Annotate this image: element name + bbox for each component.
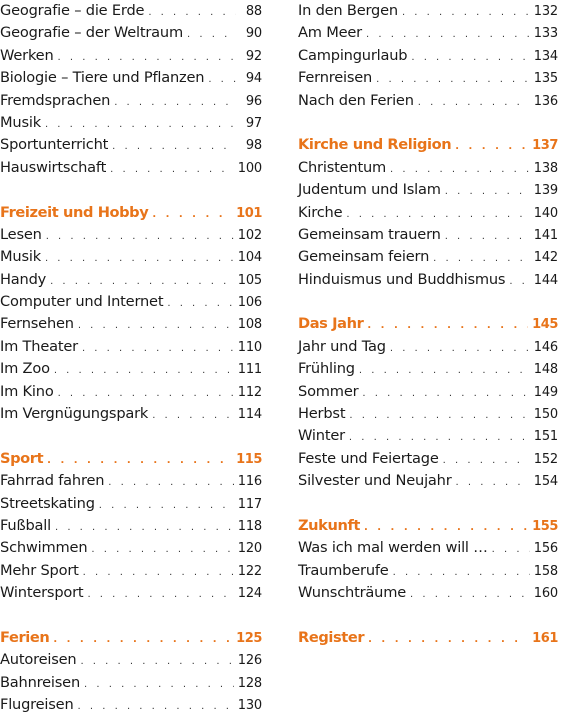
dot-leader	[47, 450, 232, 472]
toc-entry[interactable]	[298, 582, 558, 604]
page-number: 101	[236, 205, 262, 221]
dot-leader	[80, 651, 233, 673]
toc-entry-title: Fahrrad fahren	[0, 472, 105, 490]
toc-entry[interactable]	[298, 0, 558, 22]
page-number: 115	[236, 451, 262, 467]
toc-entry-title: Flugreisen	[0, 696, 74, 714]
dot-leader	[82, 338, 234, 360]
section-heading-title: Das Jahr	[298, 315, 364, 333]
toc-entry-title: Wunschträume	[298, 584, 406, 602]
page-number: 120	[237, 541, 262, 557]
toc-entry-title: Werken	[0, 46, 54, 64]
dot-leader	[390, 338, 530, 360]
toc-entry[interactable]	[0, 313, 262, 335]
dot-leader	[148, 2, 236, 24]
toc-entry-title: In den Bergen	[298, 2, 398, 19]
dot-leader	[455, 136, 528, 158]
page-number: 111	[237, 362, 262, 378]
section-spacer	[298, 291, 558, 313]
toc-entry-title: Am Meer	[298, 24, 362, 42]
toc-entry-title: Sommer	[298, 382, 359, 400]
page-number: 135	[533, 71, 558, 87]
dot-leader	[83, 562, 234, 584]
toc-entry[interactable]	[0, 403, 262, 425]
page-number: 138	[533, 160, 558, 176]
page-number: 150	[533, 407, 558, 423]
toc-section-heading[interactable]	[0, 448, 262, 470]
page-number: 133	[533, 26, 558, 42]
section-spacer	[0, 179, 262, 201]
toc-entry-title: Fernreisen	[298, 69, 373, 87]
page-number: 142	[533, 250, 558, 266]
toc-entry-title: Geografie – der Weltraum	[0, 24, 183, 42]
page-number: 158	[533, 563, 558, 579]
toc-section-heading[interactable]	[0, 627, 262, 649]
toc-section-heading[interactable]	[298, 627, 558, 649]
toc-entry[interactable]	[298, 202, 558, 224]
section-heading-title: Zukunft	[298, 516, 360, 534]
toc-entry-title: Silvester und Neujahr	[298, 472, 452, 490]
toc-entry[interactable]	[0, 112, 262, 134]
toc-entry[interactable]	[298, 425, 558, 447]
toc-entry-title: Musik	[0, 113, 41, 131]
toc-entry[interactable]	[0, 582, 262, 604]
dot-leader	[418, 92, 530, 114]
toc-entry[interactable]	[298, 381, 558, 403]
dot-leader	[114, 92, 236, 114]
toc-entry-title: Jahr und Tag	[298, 337, 386, 355]
page-number: 155	[532, 518, 558, 534]
dot-leader	[443, 450, 530, 472]
toc-entry[interactable]	[298, 224, 558, 246]
page-number: 98	[245, 138, 262, 154]
toc-entry-title: Sportunterricht	[0, 136, 109, 154]
toc-entry[interactable]	[298, 90, 558, 112]
toc-entry[interactable]	[0, 537, 262, 559]
toc-entry[interactable]	[0, 269, 262, 291]
dot-leader	[445, 181, 530, 203]
toc-entry-title: Bahnreisen	[0, 673, 80, 691]
toc-entry[interactable]	[298, 358, 558, 380]
dot-leader	[152, 405, 234, 427]
dot-leader	[55, 517, 234, 539]
dot-leader	[376, 69, 530, 91]
toc-entry-title: Im Zoo	[0, 360, 50, 378]
dot-leader	[187, 24, 236, 46]
page-number: 145	[532, 317, 558, 333]
dot-leader	[152, 204, 232, 226]
page-number: 136	[533, 93, 558, 109]
page-number: 125	[236, 630, 262, 646]
section-heading-title: Kirche und Religion	[298, 136, 452, 154]
page-number: 100	[237, 160, 262, 176]
toc-entry[interactable]	[0, 67, 262, 89]
toc-entry-title: Handy	[0, 270, 47, 288]
page-number: 132	[533, 4, 558, 19]
toc-entry-title: Hinduismus und Buddhismus	[298, 270, 506, 288]
toc-entry[interactable]	[298, 269, 558, 291]
toc-entry-title: Feste und Feiertage	[298, 449, 439, 467]
page-number: 105	[237, 272, 262, 288]
toc-entry[interactable]	[0, 134, 262, 156]
toc-entry[interactable]	[298, 22, 558, 44]
page-number: 140	[533, 205, 558, 221]
page-number: 114	[237, 407, 262, 423]
toc-section-heading[interactable]	[298, 313, 558, 335]
dot-leader	[84, 674, 234, 696]
page-number: 106	[237, 295, 262, 311]
section-heading-title: Register	[298, 628, 365, 646]
toc-entry-title: Geografie – die Erde	[0, 2, 145, 19]
toc-entry-title: Wintersport	[0, 584, 84, 602]
page-number: 104	[237, 250, 262, 266]
page-number: 122	[237, 563, 262, 579]
dot-leader	[364, 517, 528, 539]
page-number: 139	[533, 183, 558, 199]
toc-entry-title: Campingurlaub	[298, 46, 408, 64]
page-number: 118	[237, 518, 262, 534]
dot-leader	[208, 69, 236, 91]
toc-entry-title: Fernsehen	[0, 315, 74, 333]
dot-leader	[45, 114, 236, 136]
page-number: 90	[245, 26, 262, 42]
dot-leader	[492, 539, 530, 561]
toc-entry[interactable]	[0, 560, 262, 582]
dot-leader	[87, 584, 233, 606]
page-number: 96	[245, 93, 262, 109]
section-spacer	[298, 493, 558, 515]
page-number: 152	[533, 451, 558, 467]
toc-entry[interactable]	[0, 224, 262, 246]
page-number: 146	[533, 339, 558, 355]
toc-entry[interactable]	[0, 90, 262, 112]
dot-leader	[45, 248, 234, 270]
dot-leader	[58, 383, 234, 405]
dot-leader	[112, 136, 236, 158]
toc-entry[interactable]	[298, 157, 558, 179]
toc-entry-title: Mehr Sport	[0, 561, 79, 579]
toc-entry[interactable]	[298, 560, 558, 582]
toc-entry[interactable]	[0, 22, 262, 44]
dot-leader	[53, 629, 232, 651]
toc-entry[interactable]	[0, 358, 262, 380]
toc-list-left	[0, 0, 262, 717]
page-number: 141	[533, 227, 558, 243]
page-number: 156	[533, 541, 558, 557]
page-number: 134	[533, 48, 558, 64]
page-number: 108	[237, 317, 262, 333]
dot-leader	[367, 315, 528, 337]
toc-list-right	[298, 0, 558, 649]
toc-entry-title: Im Theater	[0, 337, 78, 355]
toc-entry-title: Fußball	[0, 516, 51, 534]
toc-entry[interactable]	[298, 67, 558, 89]
toc-entry-title: Musik	[0, 248, 41, 266]
toc-entry[interactable]	[0, 246, 262, 268]
toc-entry-title: Streetskating	[0, 494, 95, 512]
dot-leader	[349, 405, 529, 427]
toc-entry-title: Nach den Ferien	[298, 91, 414, 109]
toc-section-heading[interactable]	[298, 515, 558, 537]
toc-entry[interactable]	[0, 157, 262, 179]
page-number: 94	[245, 71, 262, 87]
dot-leader	[58, 47, 236, 69]
dot-leader	[445, 226, 530, 248]
dot-leader	[410, 584, 530, 606]
toc-entry[interactable]	[0, 694, 262, 716]
dot-leader	[78, 315, 234, 337]
toc-entry[interactable]	[298, 470, 558, 492]
toc-entry[interactable]	[0, 470, 262, 492]
section-spacer	[298, 605, 558, 627]
toc-entry-title: Christentum	[298, 158, 387, 176]
page-number: 112	[237, 384, 262, 400]
toc-entry-title: Gemeinsam feiern	[298, 248, 430, 266]
toc-entry[interactable]	[0, 649, 262, 671]
page-number: 128	[237, 675, 262, 691]
page-number: 148	[533, 362, 558, 378]
toc-entry-title: Lesen	[0, 225, 42, 243]
dot-leader	[362, 383, 529, 405]
page-number: 160	[533, 586, 558, 602]
section-spacer	[298, 112, 558, 134]
page-number: 137	[532, 138, 558, 154]
toc-entry-title: Hauswirtschaft	[0, 158, 107, 176]
dot-leader	[346, 204, 529, 226]
page-number: 102	[237, 227, 262, 243]
dot-leader	[366, 24, 530, 46]
dot-leader	[167, 293, 233, 315]
toc-entry[interactable]	[0, 45, 262, 67]
toc-entry-title: Herbst	[298, 405, 346, 423]
page-number: 154	[533, 474, 558, 490]
dot-leader	[349, 427, 530, 449]
dot-leader	[50, 271, 234, 293]
dot-leader	[108, 472, 234, 494]
section-heading-title: Freizeit und Hobby	[0, 203, 149, 221]
dot-leader	[433, 248, 530, 270]
toc-section-heading[interactable]	[298, 134, 558, 156]
dot-leader	[393, 562, 530, 584]
toc-entry-title: Frühling	[298, 360, 355, 378]
dot-leader	[110, 159, 234, 181]
toc-entry-title: Computer und Internet	[0, 293, 164, 311]
page-number: 130	[237, 698, 262, 714]
toc-entry[interactable]	[0, 291, 262, 313]
dot-leader	[54, 360, 234, 382]
page-number: 117	[237, 496, 262, 512]
dot-leader	[368, 629, 528, 651]
toc-entry[interactable]	[298, 246, 558, 268]
dot-leader	[456, 472, 530, 494]
toc-entry[interactable]	[0, 336, 262, 358]
dot-leader	[411, 47, 529, 69]
dot-leader	[78, 696, 234, 718]
page-number: 126	[237, 653, 262, 669]
toc-entry-title: Schwimmen	[0, 539, 88, 557]
toc-entry-title: Traumberufe	[298, 561, 389, 579]
toc-entry-title: Winter	[298, 427, 345, 445]
toc-entry[interactable]	[298, 537, 558, 559]
dot-leader	[99, 495, 234, 517]
page-number: 97	[245, 115, 262, 131]
toc-entry[interactable]	[0, 381, 262, 403]
toc-entry-title: Biologie – Tiere und Pflanzen	[0, 69, 205, 87]
toc-entry[interactable]	[0, 0, 262, 22]
dot-leader	[390, 159, 530, 181]
section-spacer	[0, 605, 262, 627]
dot-leader	[91, 539, 233, 561]
toc-entry[interactable]	[0, 672, 262, 694]
toc-entry-title: Autoreisen	[0, 651, 77, 669]
page-number: 92	[245, 48, 262, 64]
page-number: 144	[533, 272, 558, 288]
page-number: 116	[237, 474, 262, 490]
page-number: 149	[533, 384, 558, 400]
toc-entry[interactable]	[0, 493, 262, 515]
page-number: 161	[532, 630, 558, 646]
toc-entry[interactable]	[298, 336, 558, 358]
section-heading-title: Sport	[0, 449, 44, 467]
toc-right-column	[298, 0, 558, 649]
toc-entry[interactable]	[298, 45, 558, 67]
page-number: 88	[245, 4, 262, 19]
dot-leader	[46, 226, 234, 248]
toc-entry-title: Fremdsprachen	[0, 91, 111, 109]
section-spacer	[0, 425, 262, 447]
toc-entry-title: Im Kino	[0, 382, 54, 400]
page-number: 124	[237, 586, 262, 602]
toc-entry-title: Kirche	[298, 203, 343, 221]
section-heading-title: Ferien	[0, 628, 50, 646]
toc-entry-title: Was ich mal werden will …	[298, 539, 488, 557]
toc-entry[interactable]	[298, 448, 558, 470]
page-number: 110	[237, 339, 262, 355]
dot-leader	[509, 271, 529, 293]
toc-section-heading[interactable]	[0, 202, 262, 224]
toc-entry[interactable]	[0, 515, 262, 537]
toc-entry[interactable]	[298, 403, 558, 425]
dot-leader	[402, 2, 530, 24]
toc-entry-title: Im Vergnügungspark	[0, 405, 149, 423]
toc-entry-title: Judentum und Islam	[298, 181, 441, 199]
page-number: 151	[533, 429, 558, 445]
toc-left-column	[0, 0, 262, 717]
dot-leader	[359, 360, 530, 382]
toc-entry-title: Gemeinsam trauern	[298, 225, 441, 243]
toc-entry[interactable]	[298, 179, 558, 201]
